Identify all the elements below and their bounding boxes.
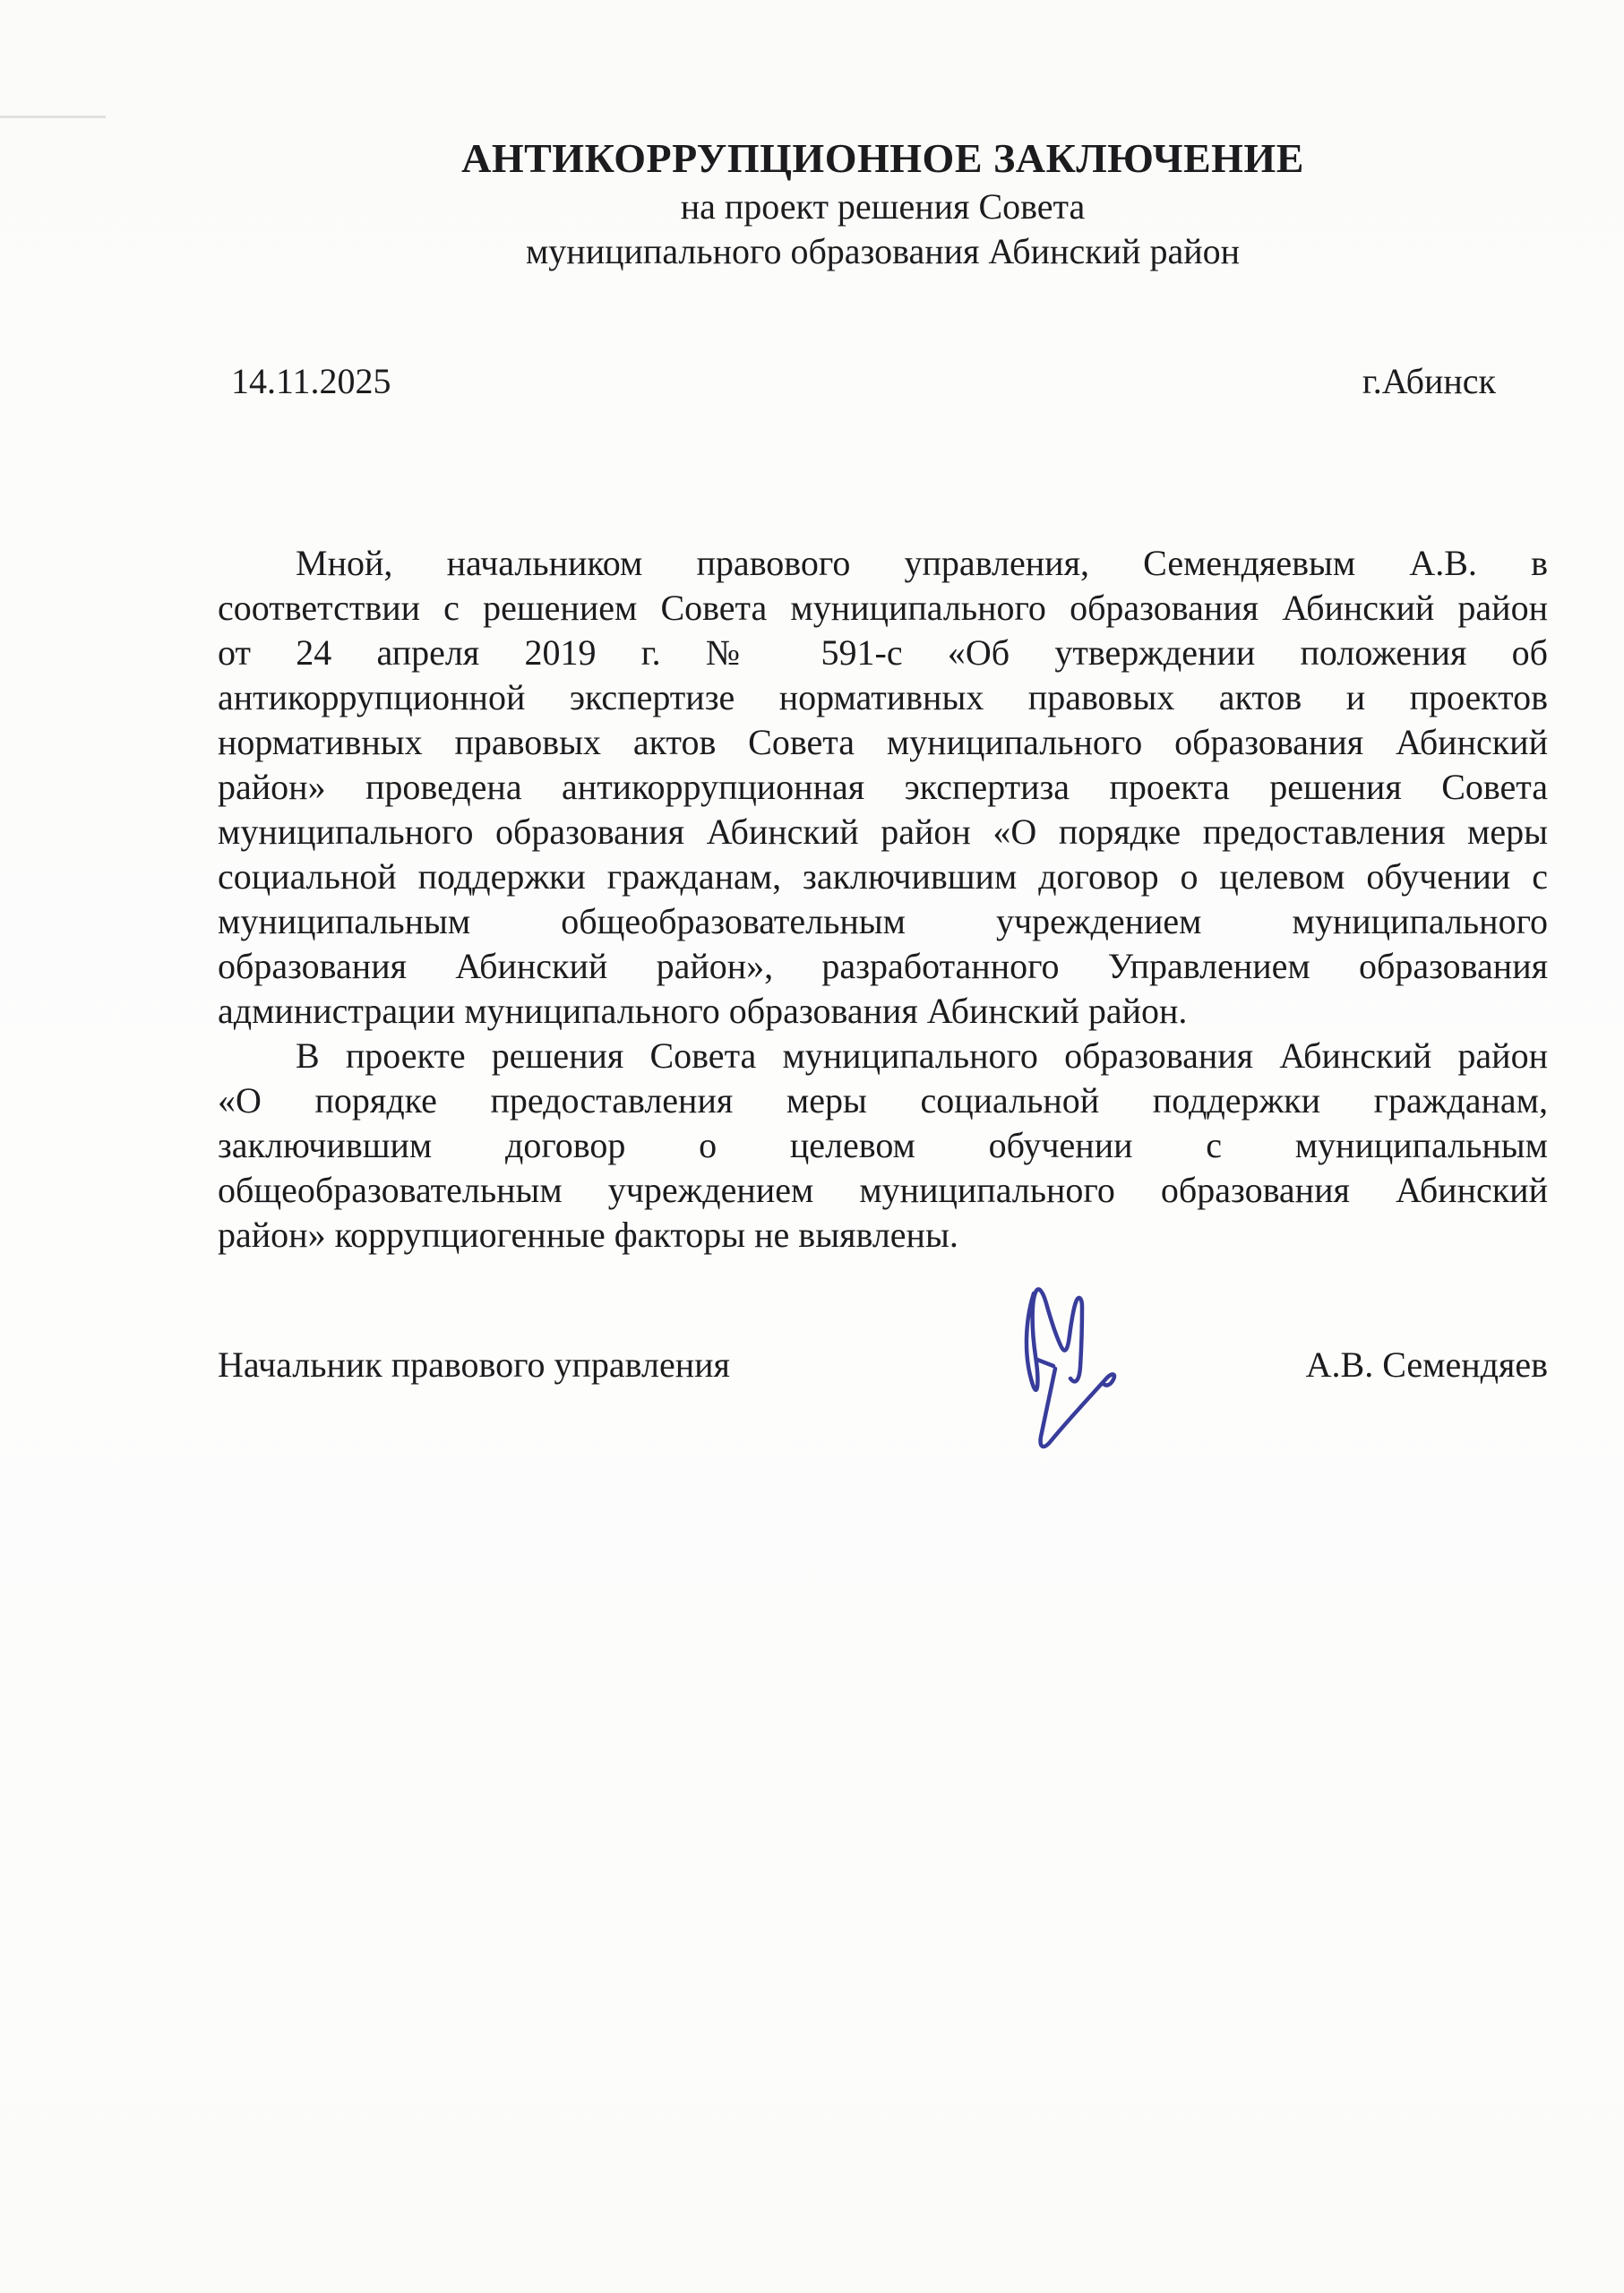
body-line: «О порядке предоставления меры социальной поддержки гражданам, [218,1080,1548,1121]
dateline [218,358,1548,405]
body-line: В проекте решения Совета муниципального образования Абинский район [296,1035,1548,1076]
document-body [218,541,1548,1258]
body-line: образования Абинский район», разработанного Управлением образования [218,946,1548,986]
body-line: муниципальным общеобразовательным учреждением муниципального [218,901,1548,941]
body-line: антикоррупционной экспертизе нормативных правовых актов и проектов [218,677,1548,717]
body-line: район» коррупциогенные факторы не выявлены. [218,1215,958,1255]
scan-artifact-streak [0,116,106,118]
document-title: АНТИКОРРУПЦИОННОЕ ЗАКЛЮЧЕНИЕ [461,135,1304,181]
body-line: соответствии с решением Совета муниципального образования Абинский район [218,588,1548,628]
body-line: Мной, начальником правового управления, Семендяевым А.В. в [296,543,1548,583]
subtitle-line-1: на проект решения Совета [680,186,1086,227]
body-line: заключившим договор о целевом обучении с муниципальным [218,1125,1548,1165]
subtitle-line-2: муниципального образования Абинский район [525,231,1241,271]
signer-name: А.В. Семендяев [1305,1344,1548,1385]
document-subtitle [218,185,1548,274]
body-line: муниципального образования Абинский район «О порядке предоставления меры [218,812,1548,852]
document-place: г.Абинск [1362,361,1496,401]
signature-row [218,1342,1548,1388]
body-line: администрации муниципального образования Абинский район. [218,991,1188,1031]
signer-position: Начальник правового управления [218,1344,730,1385]
body-line: нормативных правовых актов Совета муниципального образования Абинский [218,722,1548,762]
handwritten-signature-icon [1010,1279,1163,1467]
body-line: социальной поддержки гражданам, заключившим договор о целевом обучении с [218,856,1548,897]
document-date: 14.11.2025 [231,361,391,401]
body-line: от 24 апреля 2019 г. № 591-с «Об утверждении положения об [218,632,1548,673]
body-line: район» проведена антикоррупционная экспертиза проекта решения Совета [218,767,1548,807]
body-line: общеобразовательным учреждением муниципального образования Абинский [218,1170,1548,1210]
